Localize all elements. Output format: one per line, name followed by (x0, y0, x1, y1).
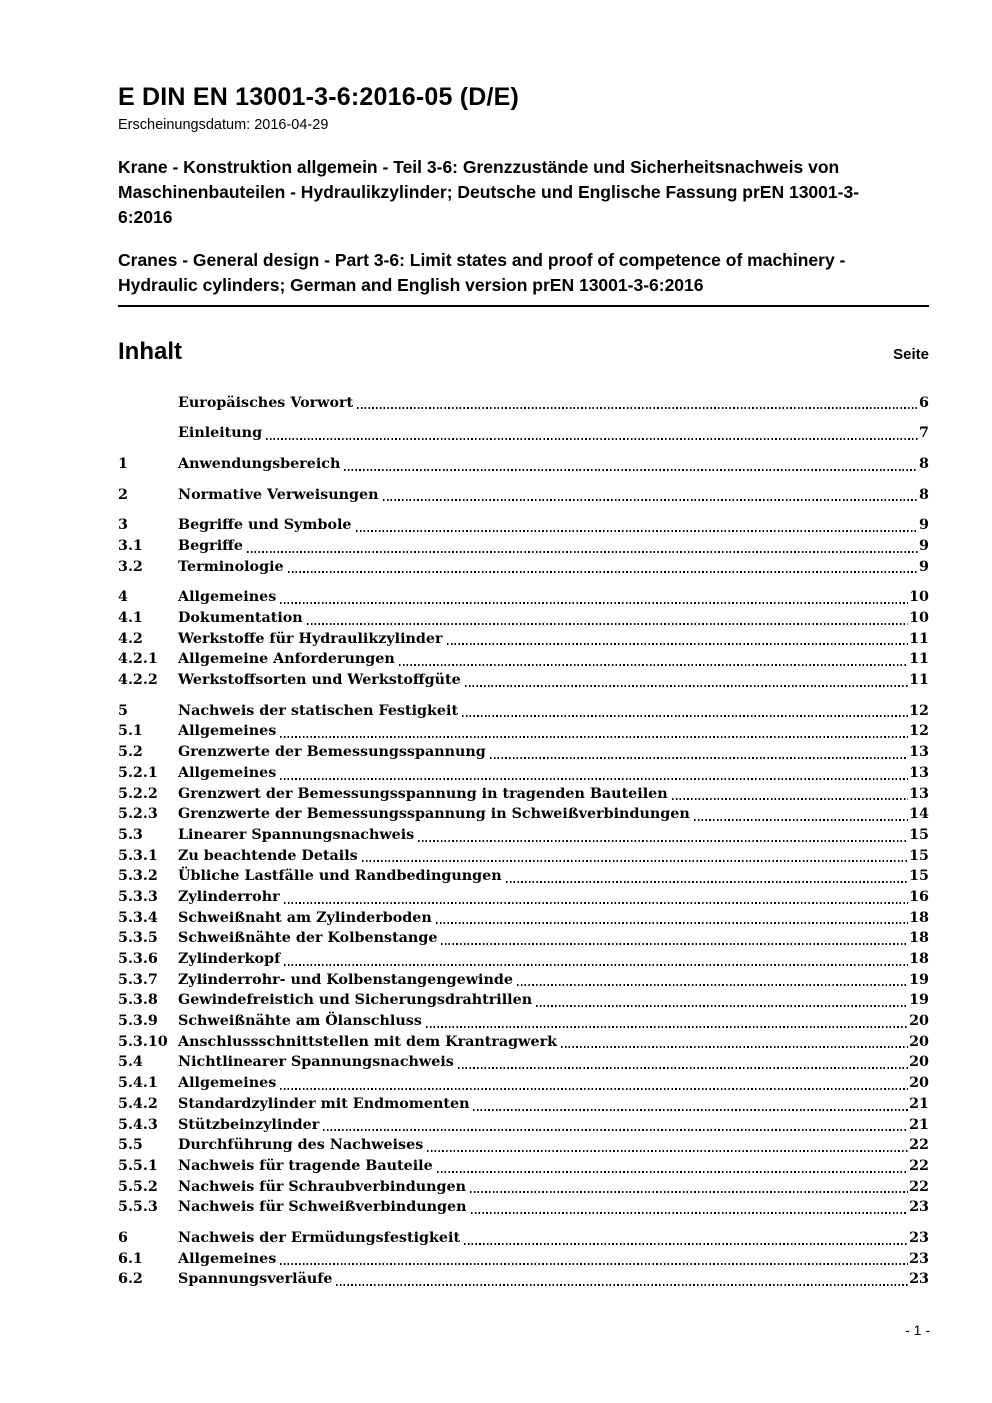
toc-entry-page: 9 (919, 558, 929, 575)
toc-dotted-leader (437, 1171, 908, 1173)
toc-entry-row (118, 1115, 929, 1136)
toc-dotted-leader (284, 964, 908, 966)
toc-entry-number: 5.5.3 (118, 1199, 158, 1216)
toc-list (118, 393, 929, 1291)
toc-entry-page: 15 (909, 868, 929, 885)
toc-entry-number: 5.5 (118, 1137, 143, 1154)
toc-entry-title: Nachweis der statischen Festigkeit (178, 702, 459, 719)
toc-entry-page: 21 (909, 1116, 929, 1133)
toc-entry-title: Anschlussschnittstellen mit dem Krantragwerk (178, 1033, 558, 1050)
toc-entry-title: Allgemeine Anforderungen (178, 651, 395, 668)
toc-entry-row (118, 928, 929, 949)
toc-dotted-leader (464, 1243, 908, 1245)
toc-dotted-leader (470, 1191, 908, 1193)
toc-entry-number: 5.3.7 (118, 971, 158, 988)
toc-dotted-leader (536, 1005, 908, 1007)
toc-entry-title: Begriffe (178, 537, 243, 554)
toc-dotted-leader (471, 1212, 909, 1214)
toc-entry-number: 5.3.4 (118, 909, 158, 926)
toc-entry-page: 7 (919, 425, 929, 442)
toc-entry-title: Standardzylinder mit Endmomenten (178, 1095, 470, 1112)
toc-entry-title: Allgemeines (178, 723, 277, 740)
toc-dotted-leader (323, 1129, 908, 1131)
toc-entry-page: 13 (909, 785, 929, 802)
toc-entry-number: 4 (118, 589, 128, 606)
toc-dotted-leader (441, 943, 908, 945)
publication-date: Erscheinungsdatum: 2016-04-29 (118, 117, 329, 133)
toc-dotted-leader (280, 1088, 908, 1090)
toc-entry-row (118, 990, 929, 1011)
toc-entry-page: 23 (909, 1250, 929, 1267)
toc-entry-row (118, 1156, 929, 1177)
toc-entry-title: Nachweis für Schraubverbindungen (178, 1178, 466, 1195)
toc-entry-row (118, 608, 929, 629)
toc-entry-row (118, 1032, 929, 1053)
toc-header (118, 338, 929, 366)
toc-dotted-leader (284, 902, 908, 904)
toc-dotted-leader (418, 840, 908, 842)
toc-dotted-leader (280, 602, 908, 604)
toc-entry-page: 10 (909, 589, 929, 606)
toc-entry-number: 5.3.1 (118, 847, 158, 864)
toc-entry-row (118, 742, 929, 763)
toc-dotted-leader (247, 551, 918, 553)
toc-entry-row (118, 1197, 929, 1218)
toc-entry-row (118, 846, 929, 867)
toc-entry-page: 18 (909, 909, 929, 926)
toc-entry-title: Nachweis für Schweißverbindungen (178, 1199, 467, 1216)
toc-entry-row (118, 825, 929, 846)
toc-entry-page: 8 (919, 486, 929, 503)
toc-entry-page: 15 (909, 826, 929, 843)
toc-dotted-leader (561, 1046, 908, 1048)
toc-entry-row (118, 970, 929, 991)
toc-entry-page: 23 (909, 1271, 929, 1288)
toc-dotted-leader (357, 407, 918, 409)
toc-entry-page: 11 (909, 630, 929, 647)
toc-entry-number: 3 (118, 517, 128, 534)
toc-entry-title: Zylinderrohr- und Kolbenstangengewinde (178, 971, 513, 988)
toc-entry-title: Anwendungsbereich (178, 455, 341, 472)
toc-entry-row (118, 557, 929, 578)
toc-entry-page: 22 (909, 1137, 929, 1154)
toc-entry-row (118, 629, 929, 650)
document-title: E DIN EN 13001-3-6:2016-05 (D/E) (118, 83, 520, 111)
toc-dotted-leader (462, 715, 908, 717)
toc-entry-row (118, 1052, 929, 1073)
toc-entry-page: 9 (919, 537, 929, 554)
toc-entry-title: Nichtlinearer Spannungsnachweis (178, 1054, 454, 1071)
toc-entry-number: 3.1 (118, 537, 143, 554)
toc-entry-title: Zylinderkopf (178, 951, 281, 967)
toc-entry-number: 5.2.3 (118, 806, 158, 823)
toc-entry-title: Dokumentation (178, 610, 303, 626)
toc-entry-number: 4.2.1 (118, 651, 158, 668)
toc-entry-title: Schweißnaht am Zylinderboden (178, 909, 432, 926)
toc-dotted-leader (427, 1150, 908, 1152)
toc-entry-page: 12 (909, 723, 929, 740)
toc-entry-page: 9 (919, 517, 929, 534)
toc-entry-page: 18 (909, 951, 929, 967)
toc-entry-row (118, 887, 929, 908)
toc-entry-row (118, 1249, 929, 1270)
toc-entry-number: 5.3.3 (118, 888, 158, 905)
toc-entry-number: 4.2.2 (118, 672, 158, 689)
toc-entry-row (118, 763, 929, 784)
toc-entry-title: Zu beachtende Details (178, 847, 358, 864)
toc-dotted-leader (288, 571, 918, 573)
toc-entry-page: 22 (909, 1157, 929, 1174)
toc-entry-title: Gewindefreistich und Sicherungsdrahtrillen (178, 992, 533, 1009)
toc-dotted-leader (280, 1263, 908, 1265)
toc-entry-row (118, 515, 929, 536)
toc-entry-row (118, 1228, 929, 1249)
document-subtitle-english: Cranes - General design - Part 3-6: Limit states and proof of competence of machinery - Hydraulic cylinders; German and English version prEN 13001-3-6:2016 (118, 249, 846, 295)
toc-entry-title: Einleitung (178, 425, 263, 442)
toc-entry-page: 18 (909, 930, 929, 947)
toc-entry-row (118, 908, 929, 929)
toc-entry-title: Allgemeines (178, 1075, 277, 1092)
toc-entry-title: Spannungsverläufe (178, 1271, 333, 1288)
toc-dotted-leader (280, 736, 908, 738)
toc-entry-number: 6.2 (118, 1271, 143, 1288)
toc-entry-number: 5.3.10 (118, 1033, 168, 1050)
toc-entry-title: Allgemeines (178, 764, 277, 781)
toc-entry-page: 6 (919, 394, 929, 411)
toc-entry-number: 5.3.8 (118, 992, 158, 1009)
toc-entry-page: 12 (909, 702, 929, 719)
toc-dotted-leader (356, 530, 919, 532)
toc-dotted-leader (436, 922, 908, 924)
toc-entry-title: Stützbeinzylinder (178, 1116, 320, 1133)
toc-entry-number: 5.4.2 (118, 1095, 158, 1112)
toc-entry-row (118, 701, 929, 722)
toc-entry-page: 15 (909, 847, 929, 864)
toc-entry-page: 10 (909, 610, 929, 626)
toc-entry-row (118, 670, 929, 691)
toc-entry-title: Durchführung des Nachweises (178, 1137, 424, 1154)
toc-entry-title: Schweißnähte am Ölanschluss (178, 1013, 422, 1030)
toc-entry-title: Schweißnähte der Kolbenstange (178, 930, 438, 947)
toc-dotted-leader (465, 685, 908, 687)
toc-entry-row (118, 485, 929, 506)
toc-entry-number: 5.3.9 (118, 1013, 158, 1030)
toc-entry-title: Übliche Lastfälle und Randbedingungen (178, 868, 502, 885)
toc-entry-page: 20 (909, 1054, 929, 1071)
toc-entry-page: 23 (909, 1199, 929, 1216)
toc-entry-title: Nachweis für tragende Bauteile (178, 1157, 433, 1174)
toc-dotted-leader (672, 798, 908, 800)
toc-entry-row (118, 454, 929, 475)
toc-entry-title: Allgemeines (178, 589, 277, 606)
toc-entry-number: 6 (118, 1229, 128, 1246)
toc-entry-row (118, 1073, 929, 1094)
toc-entry-page: 20 (909, 1075, 929, 1092)
toc-entry-number: 1 (118, 455, 128, 472)
toc-entry-title: Allgemeines (178, 1250, 277, 1267)
toc-entry-page: 22 (909, 1178, 929, 1195)
toc-entry-row (118, 423, 929, 444)
toc-entry-number: 5.2 (118, 744, 143, 761)
toc-entry-number: 5.3.5 (118, 930, 158, 947)
toc-entry-title: Linearer Spannungsnachweis (178, 826, 415, 843)
toc-entry-row (118, 721, 929, 742)
document-subtitle-german: Krane - Konstruktion allgemein - Teil 3-6: Grenzzustände und Sicherheitsnachweis von Maschinenbauteilen - Hydraulikzylinder; Deutsche und Englische Fassung prEN 13001-3-6:2016 (118, 157, 860, 227)
toc-entry-number: 4.2 (118, 630, 143, 647)
toc-entry-title: Nachweis der Ermüdungsfestigkeit (178, 1229, 461, 1246)
toc-entry-row (118, 866, 929, 887)
toc-entry-number: 5.1 (118, 723, 143, 740)
toc-entry-title: Grenzwerte der Bemessungsspannung in Schweißverbindungen (178, 806, 690, 823)
toc-entry-number: 6.1 (118, 1250, 143, 1267)
toc-dotted-leader (344, 469, 918, 471)
toc-entry-title: Begriffe und Symbole (178, 517, 352, 534)
toc-entry-number: 5.5.2 (118, 1178, 158, 1195)
toc-dotted-leader (694, 819, 908, 821)
toc-dotted-leader (447, 643, 909, 645)
toc-dotted-leader (506, 881, 908, 883)
toc-entry-page: 19 (909, 971, 929, 988)
toc-entry-row (118, 587, 929, 608)
toc-entry-page: 23 (909, 1229, 929, 1246)
toc-entry-number: 5.4 (118, 1054, 143, 1071)
toc-entry-number: 5.3.6 (118, 951, 158, 967)
toc-entry-page: 13 (909, 764, 929, 781)
title-divider-rule (118, 248, 929, 307)
toc-entry-page: 20 (909, 1033, 929, 1050)
toc-entry-page: 11 (909, 651, 929, 668)
toc-dotted-leader (266, 438, 918, 440)
toc-entry-page: 13 (909, 744, 929, 761)
toc-dotted-leader (458, 1067, 908, 1069)
toc-entry-title: Zylinderrohr (178, 888, 280, 905)
toc-dotted-leader (426, 1026, 908, 1028)
toc-entry-title: Werkstoffe für Hydraulikzylinder (178, 630, 443, 647)
toc-dotted-leader (517, 984, 908, 986)
toc-entry-row (118, 1135, 929, 1156)
toc-dotted-leader (307, 623, 908, 625)
toc-entry-row (118, 949, 929, 970)
toc-entry-row (118, 784, 929, 805)
toc-entry-title: Normative Verweisungen (178, 486, 379, 503)
toc-entry-page: 14 (909, 806, 929, 823)
toc-entry-page: 19 (909, 992, 929, 1009)
toc-entry-page: 21 (909, 1095, 929, 1112)
toc-entry-number: 5.2.2 (118, 785, 158, 802)
toc-entry-number: 5 (118, 702, 128, 719)
toc-heading: Inhalt (118, 337, 182, 365)
toc-dotted-leader (473, 1109, 908, 1111)
toc-entry-title: Grenzwert der Bemessungsspannung in tragenden Bauteilen (178, 785, 668, 802)
toc-entry-page: 20 (909, 1013, 929, 1030)
toc-entry-number: 5.5.1 (118, 1157, 158, 1174)
toc-dotted-leader (280, 778, 908, 780)
toc-entry-number: 5.2.1 (118, 764, 158, 781)
toc-dotted-leader (490, 757, 908, 759)
page-number-footer: - 1 - (905, 1322, 930, 1338)
toc-entry-number: 5.4.1 (118, 1075, 158, 1092)
toc-entry-row (118, 1177, 929, 1198)
toc-entry-number: 5.3 (118, 826, 143, 843)
toc-entry-number: 4.1 (118, 610, 143, 626)
page-content (118, 0, 929, 1290)
toc-entry-number: 2 (118, 486, 128, 503)
toc-entry-row (118, 1094, 929, 1115)
toc-entry-title: Werkstoffsorten und Werkstoffgüte (178, 672, 461, 689)
toc-entry-row (118, 649, 929, 670)
toc-dotted-leader (362, 860, 908, 862)
toc-entry-number: 5.3.2 (118, 868, 158, 885)
toc-dotted-leader (399, 664, 908, 666)
toc-dotted-leader (336, 1284, 908, 1286)
toc-dotted-leader (383, 499, 919, 501)
toc-entry-row (118, 804, 929, 825)
toc-entry-row (118, 536, 929, 557)
toc-entry-page: 11 (909, 672, 929, 689)
toc-page-column-label: Seite (893, 345, 929, 363)
toc-entry-title: Grenzwerte der Bemessungsspannung (178, 744, 486, 761)
toc-entry-row (118, 1269, 929, 1290)
toc-entry-row (118, 393, 929, 414)
toc-entry-title: Europäisches Vorwort (178, 394, 354, 411)
toc-entry-number: 3.2 (118, 558, 143, 575)
toc-entry-page: 16 (909, 888, 929, 905)
toc-entry-number: 5.4.3 (118, 1116, 158, 1133)
toc-entry-row (118, 1011, 929, 1032)
toc-entry-page: 8 (919, 455, 929, 472)
toc-entry-title: Terminologie (178, 558, 284, 575)
